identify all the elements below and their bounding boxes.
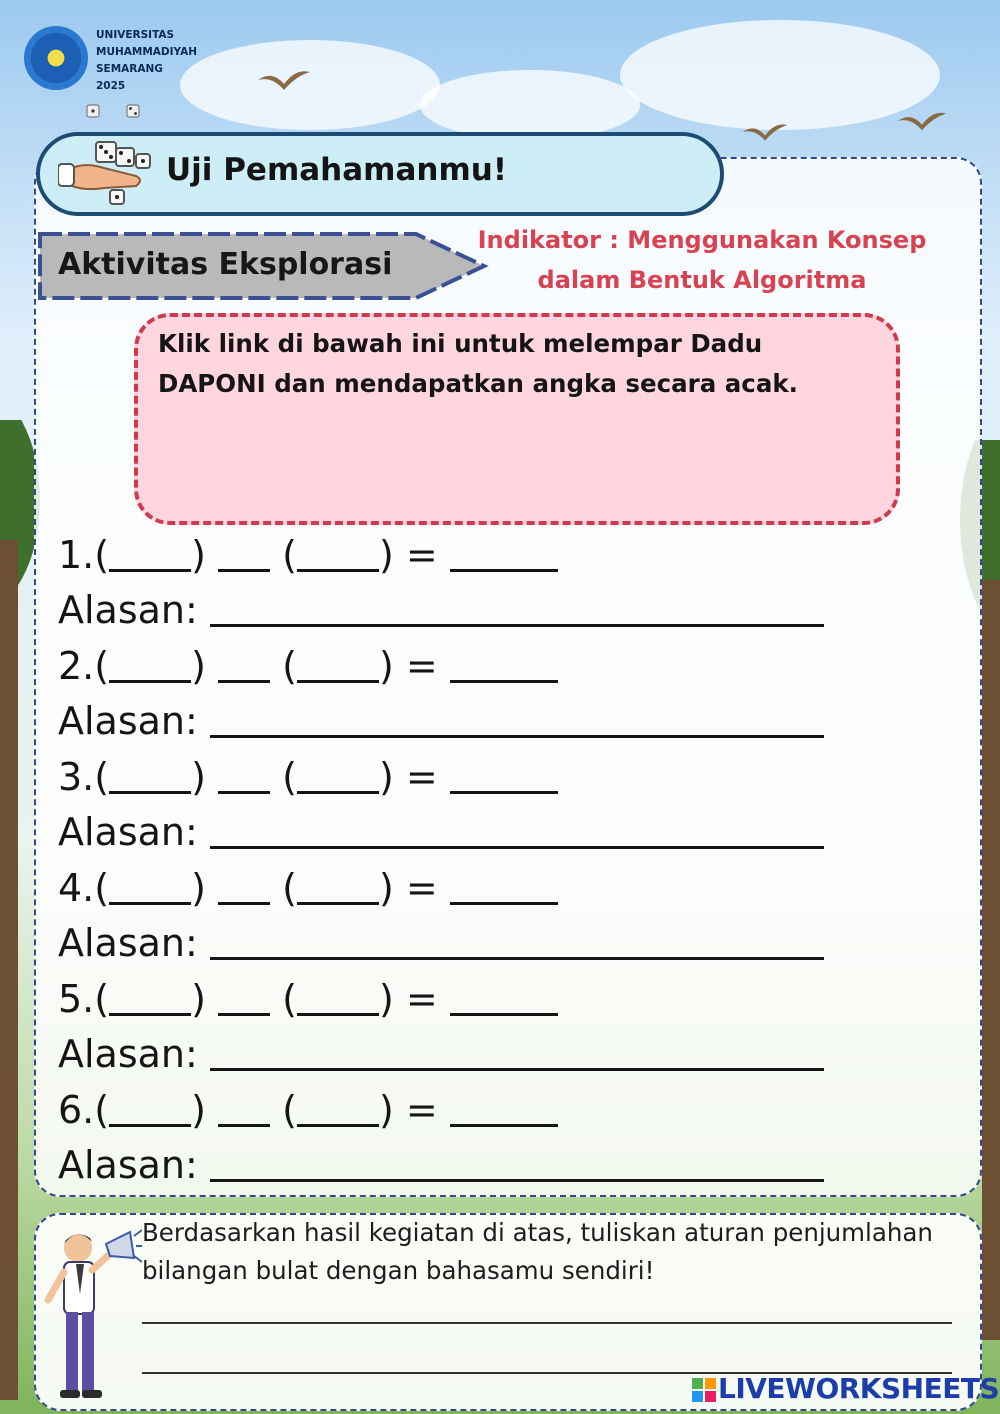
close-paren: ) [191, 977, 206, 1021]
close-paren: ) [191, 1088, 206, 1132]
equals-sign: = [405, 1088, 438, 1132]
number-blank[interactable] [109, 982, 191, 1016]
question-number: 2. [58, 644, 95, 688]
result-blank[interactable] [450, 538, 558, 572]
reason-label: Alasan: [58, 921, 198, 965]
operator-blank[interactable] [218, 871, 270, 905]
reason-label: Alasan: [58, 588, 198, 632]
reason-blank[interactable] [210, 815, 824, 849]
bird-icon [256, 66, 312, 94]
reason-blank[interactable] [210, 593, 824, 627]
reason-blank[interactable] [210, 1148, 824, 1182]
open-paren: ( [282, 533, 297, 577]
question-number: 3. [58, 755, 95, 799]
institution-line: MUHAMMADIYAH [96, 46, 198, 58]
close-paren: ) [191, 866, 206, 910]
close-paren: ) [378, 1088, 394, 1132]
open-paren: ( [94, 533, 110, 577]
close-paren: ) [378, 977, 394, 1021]
liveworksheets-watermark [718, 1372, 999, 1405]
answer-line[interactable] [142, 1322, 952, 1324]
dice-icon [126, 104, 140, 118]
reason-blank[interactable] [210, 1037, 824, 1071]
reason-row [58, 1032, 824, 1076]
result-blank[interactable] [450, 760, 558, 794]
reason-label: Alasan: [58, 810, 198, 854]
result-blank[interactable] [450, 1093, 558, 1127]
indicator-line: Indikator : Menggunakan Konsep [477, 226, 927, 254]
instruction-line: DAPONI dan mendapatkan angka secara acak. [158, 369, 798, 398]
open-paren: ( [282, 644, 297, 688]
watermark-text: LIVEWORKSHEETS [718, 1372, 1000, 1405]
indicator-line: dalam Bentuk Algoritma [537, 266, 867, 294]
institution-line: UNIVERSITAS [96, 29, 175, 41]
number-blank[interactable] [109, 538, 191, 572]
result-blank[interactable] [450, 649, 558, 683]
open-paren: ( [282, 1088, 297, 1132]
reason-row [58, 1143, 824, 1187]
reason-row [58, 921, 824, 965]
liveworksheets-logo-icon [692, 1378, 716, 1402]
number-blank[interactable] [297, 649, 379, 683]
open-paren: ( [282, 977, 297, 1021]
close-paren: ) [378, 755, 394, 799]
operator-blank[interactable] [218, 760, 270, 794]
open-paren: ( [94, 1088, 110, 1132]
bird-icon [896, 108, 948, 134]
close-paren: ) [191, 755, 206, 799]
result-blank[interactable] [450, 982, 558, 1016]
operator-blank[interactable] [218, 982, 270, 1016]
equals-sign: = [405, 755, 438, 799]
equals-sign: = [405, 977, 438, 1021]
open-paren: ( [94, 755, 110, 799]
number-blank[interactable] [109, 760, 191, 794]
question-row [58, 755, 558, 799]
cloud [620, 20, 940, 130]
activity-label: Aktivitas Eksplorasi [58, 247, 393, 282]
reason-row [58, 588, 824, 632]
page-title: Uji Pemahamanmu! [166, 152, 507, 188]
number-blank[interactable] [109, 649, 191, 683]
close-paren: ) [191, 644, 206, 688]
operator-blank[interactable] [218, 538, 270, 572]
question-number: 6. [58, 1088, 95, 1132]
number-blank[interactable] [297, 538, 379, 572]
reason-label: Alasan: [58, 699, 198, 743]
open-paren: ( [282, 755, 297, 799]
institution-line: SEMARANG [96, 63, 163, 75]
institution-name [96, 27, 197, 95]
instruction-text [158, 324, 878, 404]
question-number: 4. [58, 866, 95, 910]
operator-blank[interactable] [218, 1093, 270, 1127]
close-paren: ) [378, 866, 394, 910]
question-number: 1. [58, 533, 95, 577]
question-row [58, 1088, 558, 1132]
reason-blank[interactable] [210, 704, 824, 738]
close-paren: ) [378, 533, 394, 577]
bird-icon [740, 120, 790, 144]
number-blank[interactable] [297, 871, 379, 905]
number-blank[interactable] [297, 982, 379, 1016]
dice-icon [86, 104, 100, 118]
close-paren: ) [191, 533, 206, 577]
question-row [58, 977, 558, 1021]
number-blank[interactable] [297, 760, 379, 794]
number-blank[interactable] [297, 1093, 379, 1127]
reflection-prompt [142, 1214, 962, 1290]
reason-label: Alasan: [58, 1032, 198, 1076]
question-number: 5. [58, 977, 95, 1021]
question-row [58, 533, 558, 577]
number-blank[interactable] [109, 1093, 191, 1127]
number-blank[interactable] [109, 871, 191, 905]
reason-blank[interactable] [210, 926, 824, 960]
university-logo [24, 26, 88, 90]
hand-with-dice-icon [58, 124, 158, 210]
operator-blank[interactable] [218, 649, 270, 683]
result-blank[interactable] [450, 871, 558, 905]
cloud [420, 70, 640, 140]
open-paren: ( [94, 866, 110, 910]
equals-sign: = [405, 533, 438, 577]
indicator-text [462, 220, 942, 300]
open-paren: ( [282, 866, 297, 910]
open-paren: ( [94, 977, 110, 1021]
reason-label: Alasan: [58, 1143, 198, 1187]
institution-line: 2025 [96, 80, 126, 92]
reason-row [58, 699, 824, 743]
question-row [58, 644, 558, 688]
reason-row [58, 810, 824, 854]
reflection-line: bilangan bulat dengan bahasamu sendiri! [142, 1256, 655, 1285]
open-paren: ( [94, 644, 110, 688]
reflection-line: Berdasarkan hasil kegiatan di atas, tuliskan aturan penjumlahan [142, 1218, 933, 1247]
person-with-megaphone-icon [30, 1214, 142, 1410]
close-paren: ) [378, 644, 394, 688]
equals-sign: = [405, 644, 438, 688]
instruction-line: Klik link di bawah ini untuk melempar Dadu [158, 329, 763, 358]
question-row [58, 866, 558, 910]
equals-sign: = [405, 866, 438, 910]
